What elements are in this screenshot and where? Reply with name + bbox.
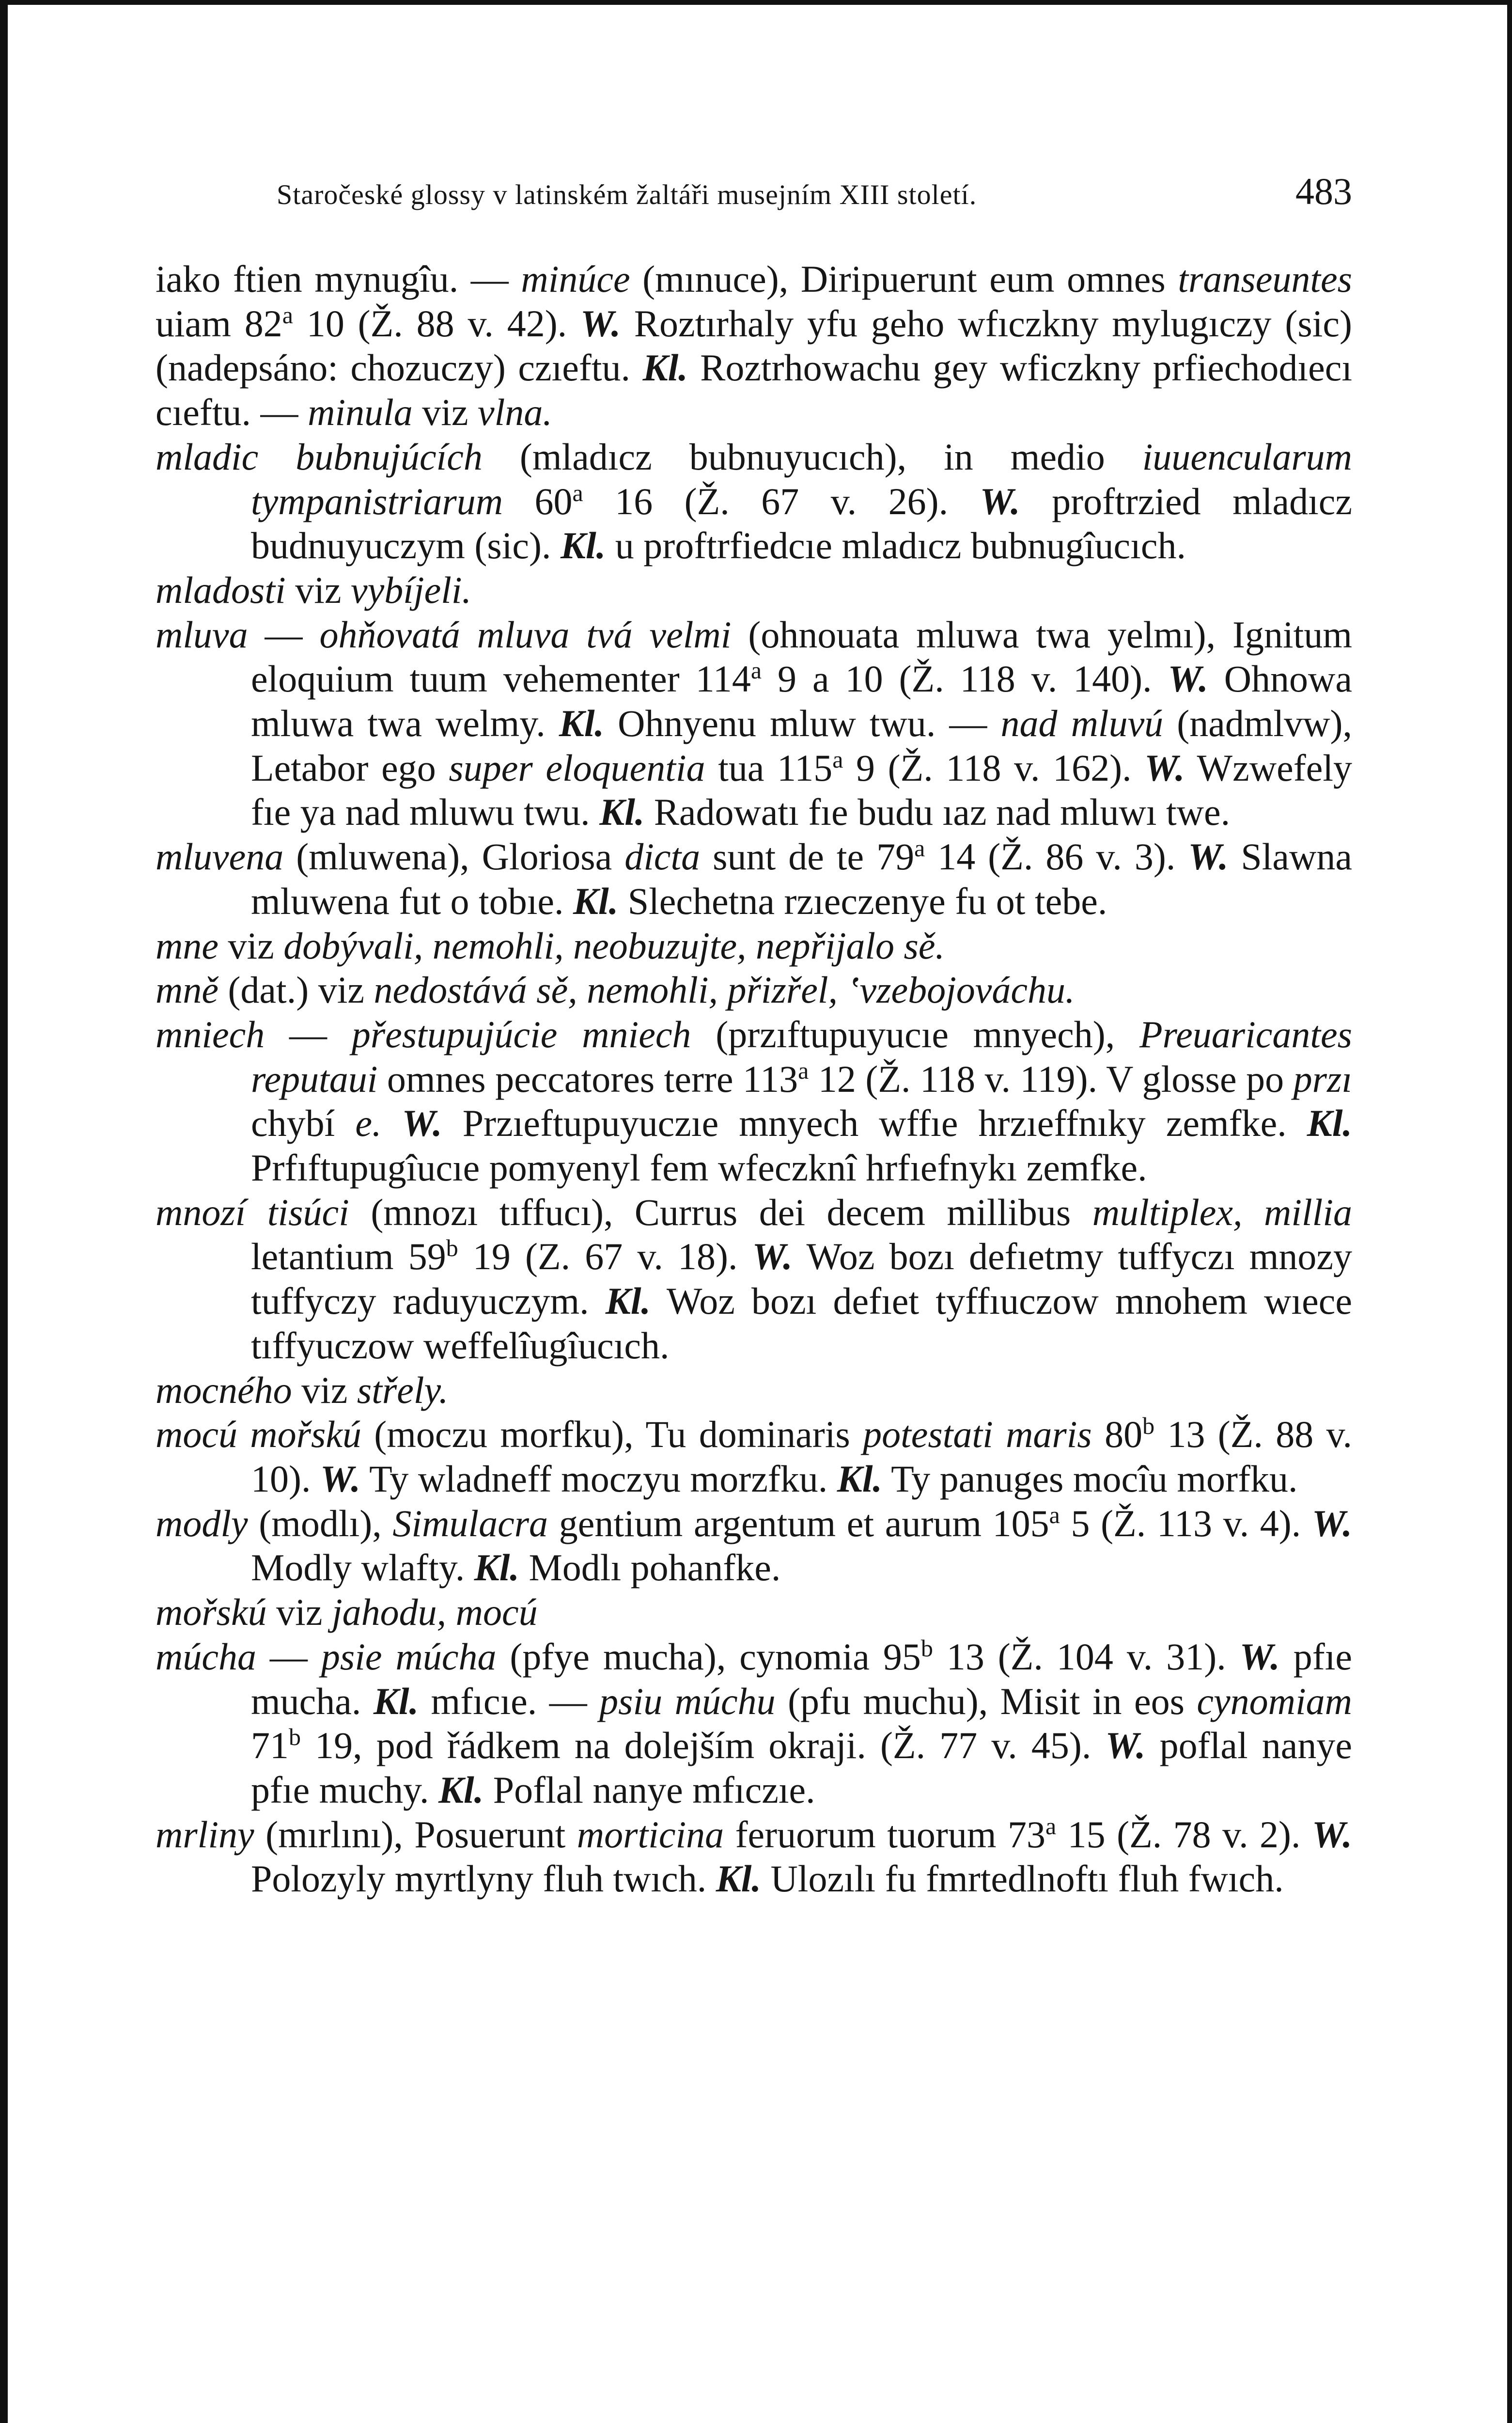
dictionary-entry: mořskú viz jahodu, mocú	[156, 1591, 538, 1634]
dictionary-entry: mrliny (mırlını), Posuerunt morticina feruorum tuorum 73$^a$ 15 (Ž. 78 v. 2). W. Polozyly myrtlyny fluh twıch. Kl. Ulozılı fu fmrtedlnoftı fluh fwıch.	[156, 1812, 1353, 1900]
dictionary-entry: mladosti viz vybíjeli.	[156, 568, 472, 611]
page-number: 483	[1295, 170, 1352, 212]
running-header	[277, 170, 1352, 213]
dictionary-entry: mnozí tisúci (mnozı tıffucı), Currus dei decem millibus multiplex, millia letantium 59$^b$ 19 (Z. 67 v. 18). W. Woz bozı defıetmy tuffyczı mnozy tuffyczy raduyuczym. Kl. Woz bozı defıet tyffıuczow mnohem wıece tıffyuczow weffelîugîucıch.	[156, 1191, 1353, 1367]
dictionary-entry: múcha — psie múcha (pfye mucha), cynomia 95$^b$ 13 (Ž. 104 v. 31). W. pfıe mucha. Kl. mfıcıe. — psiu múchu (pfu muchu), Misit in eos cynomiam 71$^b$ 19, pod řádkem na dolejším okraji. (Ž. 77 v. 45). W. poflal nanye pfıe muchy. Kl. Poflal nanye mfıczıe.	[156, 1634, 1352, 1811]
dictionary-entry: mocú mořskú (moczu morfku), Tu dominaris potestati maris 80$^b$ 13 (Ž. 88 v. 10). W. Ty wladneff moczyu morzfku. Kl. Ty panuges mocîu morfku.	[156, 1412, 1353, 1500]
dictionary-entry: mocného viz střely.	[156, 1369, 449, 1411]
dictionary-entry: mluvena (mluwena), Gloriosa dicta sunt de te 79$^a$ 14 (Ž. 86 v. 3). W. Slawna mluwena fut o tobıe. Kl. Slechetna rzıeczenye fu ot tebe.	[156, 834, 1353, 922]
dictionary-entry: modly (modlı), Simulacra gentium argentum et aurum 105$^a$ 5 (Ž. 113 v. 4). W. Modly wlafty. Kl. Modlı pohanfke.	[156, 1501, 1353, 1589]
dictionary-body	[156, 257, 1352, 1901]
dictionary-entry: mniech — přestupujúcie mniech (przıftupuyucıe mnyech), Preuaricantes reputaui omnes peccatores terre 113$^a$ 12 (Ž. 118 v. 119). V glosse po przı chybí e. W. Przıeftupuyuczıe mnyech wffıe hrzıeffnıky zemfke. Kl. Prfıftupugîucıe pomyenyl fem wfeczknî hrfıefnykı zemfke.	[156, 1013, 1353, 1189]
dictionary-entry: mladic bubnujúcích (mladıcz bubnuyucıch), in medio iuuencularum tympanistriarum 60$^a$ 16 (Ž. 67 v. 26). W. proftrzied mladıcz budnuyuczym (sic). Kl. u proftrfiedcıe mladıcz bubnugîucıch.	[156, 435, 1352, 567]
dictionary-entry: mluva — ohňovatá mluva tvá velmi (ohnouata mluwa twa yelmı), Ignitum eloquium tuum vehementer 114$^a$ 9 a 10 (Ž. 118 v. 140). W. Ohnowa mluwa twa welmy. Kl. Ohnyenu mluw twu. — nad mluvú (nadmlvw), Letabor ego super eloquentia tua 115$^a$ 9 (Ž. 118 v. 162). W. Wzwefely fıe ya nad mluwu twu. Kl. Radowatı fıe budu ıaz nad mluwı twe.	[156, 613, 1353, 834]
dictionary-entry: mne viz dobývali, nemohli, neobuzujte, nepřijalo sě.	[156, 924, 945, 967]
dictionary-entry: iako ftien mynugîu. — minúce (mınuce), Diripuerunt eum omnes transeuntes uiam 82$^a$ 10 (Ž. 88 v. 42). W. Roztırhaly yfu geho wfıczkny mylugıczy (sic) (nadepsáno: chozuczy) czıeftu. Kl. Roztrhowachu gey wficzkny prfiechodıecı cıeftu. — minula viz vlna.	[156, 258, 1352, 434]
dictionary-entry: mně (dat.) viz nedostává sě, nemohli, přizřel, ʽvzebojováchu.	[156, 969, 1075, 1011]
running-title: Staročeské glossy v latinském žaltáři musejním XIII století.	[277, 179, 977, 210]
